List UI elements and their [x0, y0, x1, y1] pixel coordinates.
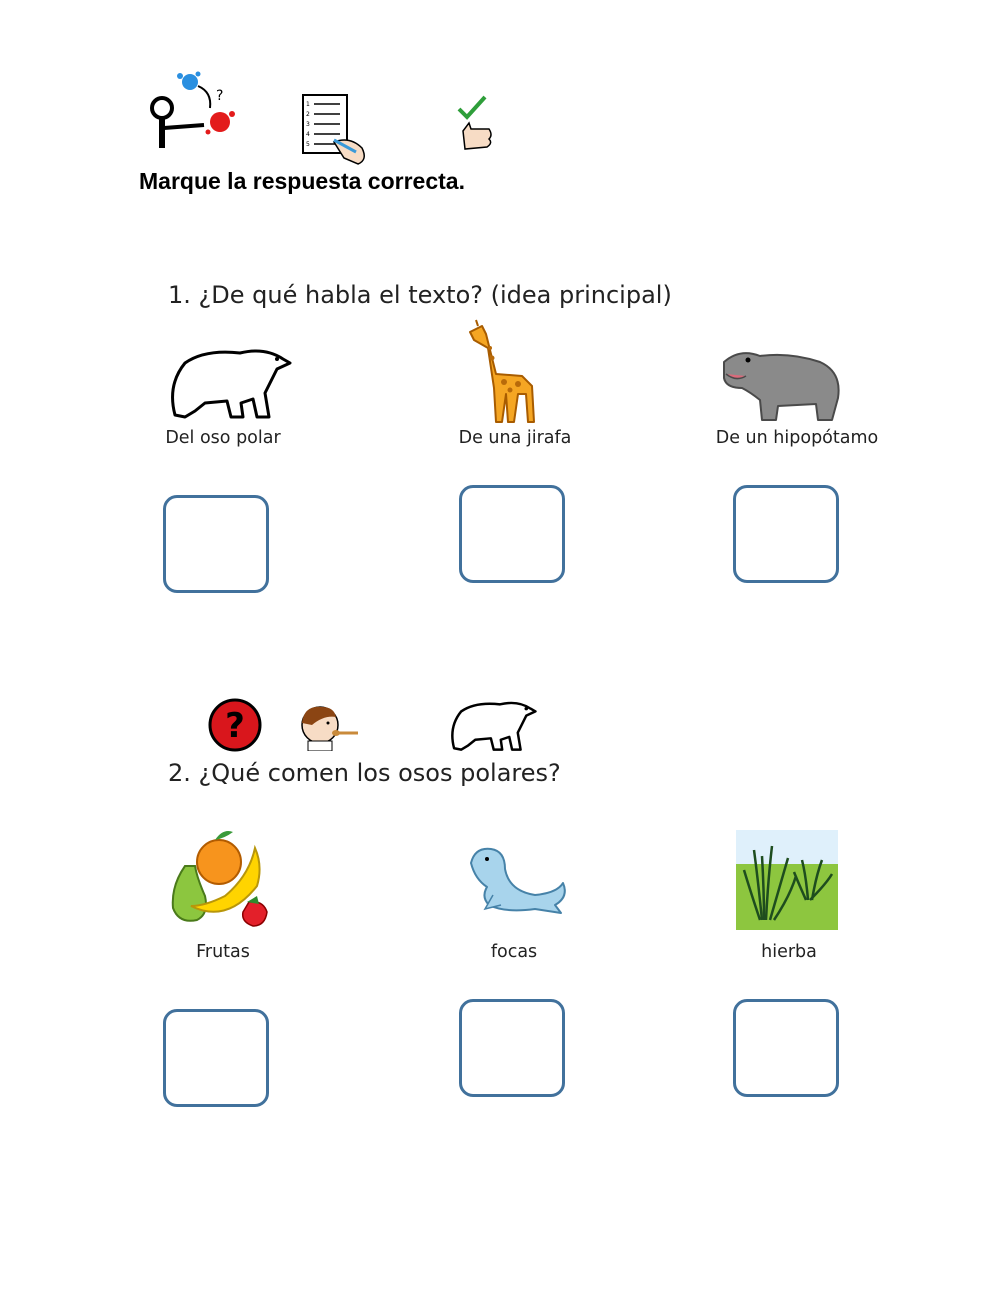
question-mark-icon	[207, 697, 263, 753]
polar-bear-icon	[447, 698, 539, 756]
answer-checkbox-2b[interactable]	[459, 999, 565, 1097]
answer-checkbox-1a[interactable]	[163, 495, 269, 593]
svg-text:1: 1	[306, 101, 310, 108]
option-label: De un hipopótamo	[715, 428, 879, 448]
instruction-title: Marque la respuesta correcta.	[139, 168, 465, 194]
svg-text:5: 5	[306, 141, 310, 148]
eating-child-icon	[298, 703, 364, 751]
answer-checkbox-2a[interactable]	[163, 1009, 269, 1107]
answer-checkbox-1c[interactable]	[733, 485, 839, 583]
svg-text:?: ?	[225, 706, 245, 746]
answer-checkbox-2c[interactable]	[733, 999, 839, 1097]
grass-icon	[736, 830, 838, 930]
svg-text:4: 4	[306, 131, 310, 138]
answer-checkbox-1b[interactable]	[459, 485, 565, 583]
option-label: Del oso polar	[165, 428, 281, 448]
option-label: Frutas	[196, 942, 250, 962]
giraffe-icon	[462, 318, 542, 424]
question-1-text: 1. ¿De qué habla el texto? (idea principal)	[168, 281, 672, 309]
svg-text:?: ?	[216, 88, 224, 104]
choose-color-pictogram-icon	[140, 70, 240, 150]
svg-text:3: 3	[306, 121, 310, 128]
option-label: hierba	[761, 942, 817, 962]
fill-in-list-pictogram-icon	[300, 92, 372, 168]
svg-text:2: 2	[306, 111, 310, 118]
polar-bear-icon	[165, 345, 295, 425]
hippo-icon	[720, 348, 844, 424]
fruits-icon	[165, 826, 273, 928]
seal-icon	[465, 843, 569, 915]
option-label: focas	[490, 942, 538, 962]
thumbs-up-check-icon	[455, 95, 497, 155]
option-label: De una jirafa	[458, 428, 572, 448]
question-2-text: 2. ¿Qué comen los osos polares?	[168, 759, 561, 787]
